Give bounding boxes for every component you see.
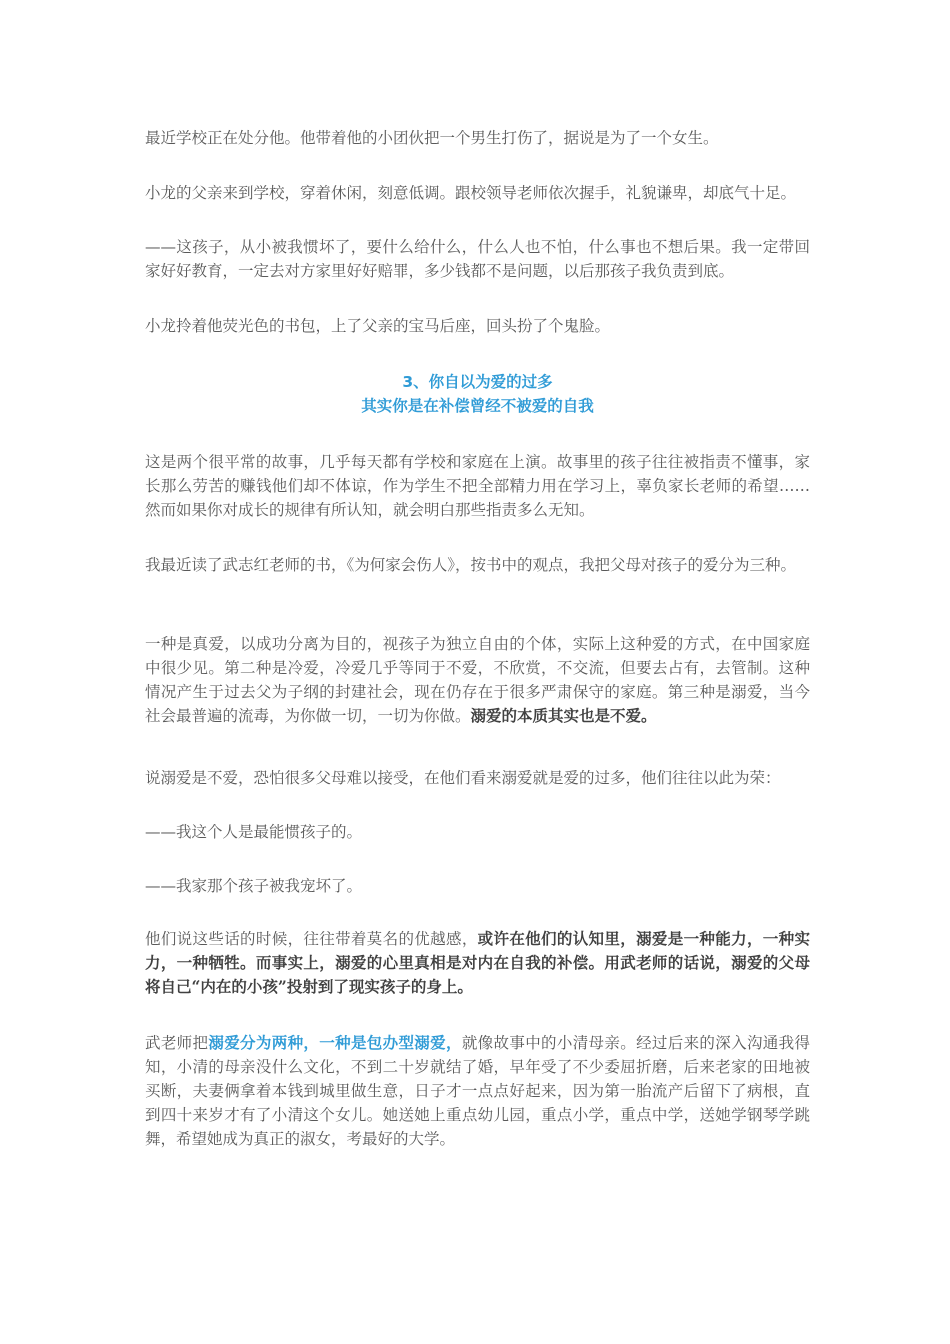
paragraph-12-rest: 就像故事中的小清母亲。经过后来的深入沟通我得知，小清的母亲没什么文化，不到二十岁就结了婚，早年受了不少委屈折磨，后来老家的田地被买断，夫妻俩拿着本钱到城里做生意，日子才一点点好起来，因为第一胎流产后留下了病根，直到四十来岁才有了小清这个女儿。她送她上重点幼儿园，重点小学，重点中学，送她学钢琴学跳舞，希望她成为真正的淑女，考最好的大学。 — [145, 1034, 810, 1148]
paragraph-11 — [145, 927, 810, 999]
paragraph-12 — [145, 1031, 810, 1151]
paragraph-8: 说溺爱是不爱，恐怕很多父母难以接受，在他们看来溺爱就是爱的过多，他们往往以此为荣： — [145, 769, 781, 787]
paragraph-1: 最近学校正在处分他。他带着他的小团伙把一个男生打伤了，据说是为了一个女生。 — [145, 129, 719, 147]
paragraph-4: 小龙拎着他荧光色的书包，上了父亲的宝马后座，回头扮了个鬼脸。 — [145, 317, 611, 335]
paragraph-7 — [145, 632, 810, 728]
paragraph-11-emphasis: 或许在他们的认知里，溺爱是一种能力，一种实力，一种牺牲。而事实上，溺爱的心里真相是对内在自我的补偿。用武老师的话说，溺爱的父母将自己“内在的小孩”投射到了现实孩子的身上。 — [145, 929, 810, 996]
section-heading-line-2: 其实你是在补偿曾经不被爱的自我 — [361, 397, 594, 415]
paragraph-5: 这是两个很平常的故事，几乎每天都有学校和家庭在上演。故事里的孩子往往被指责不懂事，家长那么劳苦的赚钱他们却不体谅，作为学生不把全部精力用在学习上，辜负家长老师的希望……然而如果你对成长的规律有所认知，就会明白那些指责多么无知。 — [145, 453, 810, 519]
quote-2: ——我家那个孩子被我宠坏了。 — [145, 877, 363, 895]
paragraph-12-start: 武老师把 — [145, 1034, 209, 1052]
paragraph-7-emphasis: 溺爱的本质其实也是不爱。 — [470, 706, 657, 725]
paragraph-7-text: 一种是真爱，以成功分离为目的，视孩子为独立自由的个体，实际上这种爱的方式，在中国家庭中很少见。第二种是冷爱，冷爱几乎等同于不爱，不欣赏，不交流，但要去占有，去管制。这种情况产生于过去父为子纲的封建社会，现在仍存在于很多严肃保守的家庭。第三种是溺爱，当今社会最普遍的流毒，为你做一切，一切为你做。 — [145, 635, 810, 725]
paragraph-11-text: 他们说这些话的时候，往往带着莫名的优越感， — [145, 930, 478, 948]
paragraph-2: 小龙的父亲来到学校，穿着休闲，刻意低调。跟校领导老师依次握手，礼貌谦卑，却底气十足。 — [145, 184, 797, 202]
paragraph-3: ——这孩子，从小被我惯坏了，要什么给什么，什么人也不怕，什么事也不想后果。我一定带回家好好教育，一定去对方家里好好赔罪，多少钱都不是问题，以后那孩子我负责到底。 — [145, 238, 810, 280]
paragraph-12-highlight: 溺爱分为两种，一种是包办型溺爱， — [208, 1033, 462, 1052]
paragraph-6: 我最近读了武志红老师的书，《为何家会伤人》，按书中的观点，我把父母对孩子的爱分为三种。 — [145, 556, 797, 574]
quote-1: ——我这个人是最能惯孩子的。 — [145, 823, 363, 841]
section-heading-line-1: 3、你自以为爱的过多 — [402, 373, 553, 391]
